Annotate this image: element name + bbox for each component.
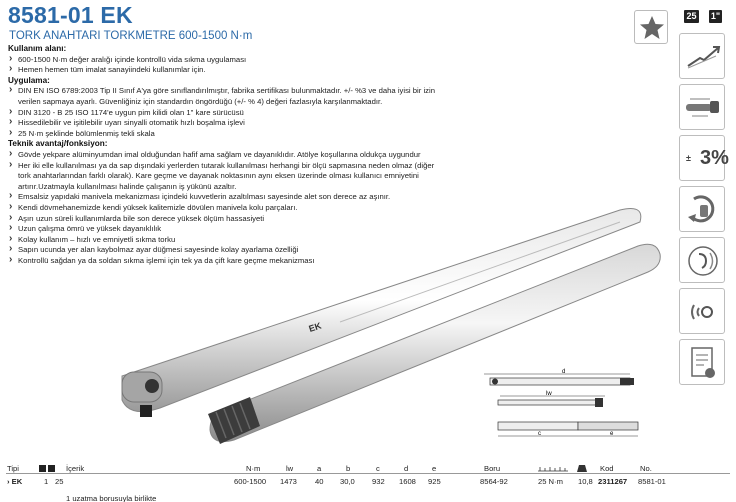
weight-icon [576, 464, 588, 475]
certificate-icon [679, 339, 725, 385]
svg-text:lw: lw [546, 391, 552, 397]
tool-marking: EK [307, 320, 323, 334]
bullet-item: › Uzun çalışma ömrü ve yüksek dayanıklılık [8, 224, 444, 235]
table-row: › EK 1 25 600-1500 1473 40 30,0 932 1608 925 8564-92 25 N·m 10,8 2311267 8581-01 [7, 477, 666, 486]
bullet-item: › DIN EN ISO 6789:2003 Tip II Sınıf A'ya göre sınıflandırılmıştır, fabrika sertifikası bulunmaktadır. +/- %3 ve daha iyisi bir izin verilen sapmaya ayarlı. Güvenliğiniz için standardın öngördüğü (+/- % 4) değeri fazlasıyla karşılanmaktadır. [8, 86, 444, 107]
feature-icon-column [679, 33, 729, 390]
scale-icon [538, 464, 568, 474]
section-heading: Kullanım alanı: [8, 44, 67, 53]
bullet-item: › Kolay kullanım – hızlı ve emniyetli sıkma torku [8, 235, 444, 246]
drive-square-icon [39, 464, 57, 473]
ratchet-direction-icon [679, 186, 725, 232]
product-subtitle: TORK ANAHTARI TORKMETRE 600-1500 N·m [9, 30, 253, 42]
bullet-item: › Sapın ucunda yer alan kaybolmaz ayar düğmesi sayesinde kolay ayarlama özelliği [8, 245, 444, 256]
accuracy-icon: ± 3% [679, 135, 725, 181]
release-mechanism-icon [679, 84, 725, 130]
bullet-item: › Emsalsiz yapıdaki manivela mekanizması içindeki kuvvetlerin azaltılması sayesinde alet son derece az aşınır. [8, 192, 444, 203]
section-heading: Teknik avantaj/fonksiyon: [8, 139, 108, 149]
product-title: 8581-01 EK [8, 2, 133, 28]
accuracy-value: 3% [700, 147, 729, 169]
bullet-item: › Hissedilebilir ve işitilebilir uyarı sinyalli otomatik hızlı boşalma işlevi [8, 118, 444, 129]
acoustic-signal-icon [679, 237, 725, 283]
svg-text:d: d [562, 369, 566, 375]
qty-badge: 25 [684, 10, 699, 23]
svg-text:e: e [610, 431, 614, 437]
tactile-signal-icon [679, 288, 725, 334]
section-heading: Uygulama: [8, 75, 50, 85]
bullet-item: › DIN 3120 - B 25 ISO 1174'e uygun pim kilidi olan 1" kare sürücüsü [8, 108, 444, 119]
bullet-item: › Hemen hemen tüm imalat sanayiindeki kullanımlar için. [8, 65, 444, 76]
dimension-drawing [470, 366, 670, 455]
drive-size-badge: 1" [710, 11, 721, 21]
bullet-item: › Aşırı uzun süreli kullanımlarda bile son derece yüksek ölçüm hassasiyeti [8, 214, 444, 225]
bullet-item: › 25 N·m şeklinde bölümlenmiş tekli skala [8, 129, 444, 140]
star-icon[interactable] [634, 10, 668, 44]
bullet-item: › Gövde yekpare alüminyumdan imal olduğundan hafif ama sağlam ve dayanıklıdır. Atölye koşullarına oldukça uygundur [8, 150, 444, 161]
torque-range-icon [679, 33, 725, 79]
svg-text:c: c [538, 431, 541, 437]
table-note: 1 uzatma borusuyla birlikte [66, 494, 157, 502]
bullet-item: › Her iki elle kullanılması ya da sap dışındaki yerlerden tutarak kullanılması herhangi bir ölçü sapmasına neden olmaz (diğer tork anahtarlarından farklı olarak). Kare geçme ve dayanak noktasının aynı eksen üzerinde olması kullanıcı emniyetini artırır.Uzatmayla kullanılması halinde çalışanın iş yükünü azaltır. [8, 161, 444, 193]
bullet-item: › Kontrollü sağdan ya da soldan sıkma işlemi için tek ya da çift kare geçme mekanizması [8, 256, 444, 267]
bullet-item: › 600-1500 N·m değer aralığı içinde kontrollü vida sıkma uygulaması [8, 55, 444, 66]
table-header: Tipi İçerik N·m lw a b c d e Boru Kod No. [6, 462, 730, 474]
bullet-item: › Kendi dövmehanemizde kendi yüksek kalitemizle dövülen manivela kolu parçaları. [8, 203, 444, 214]
